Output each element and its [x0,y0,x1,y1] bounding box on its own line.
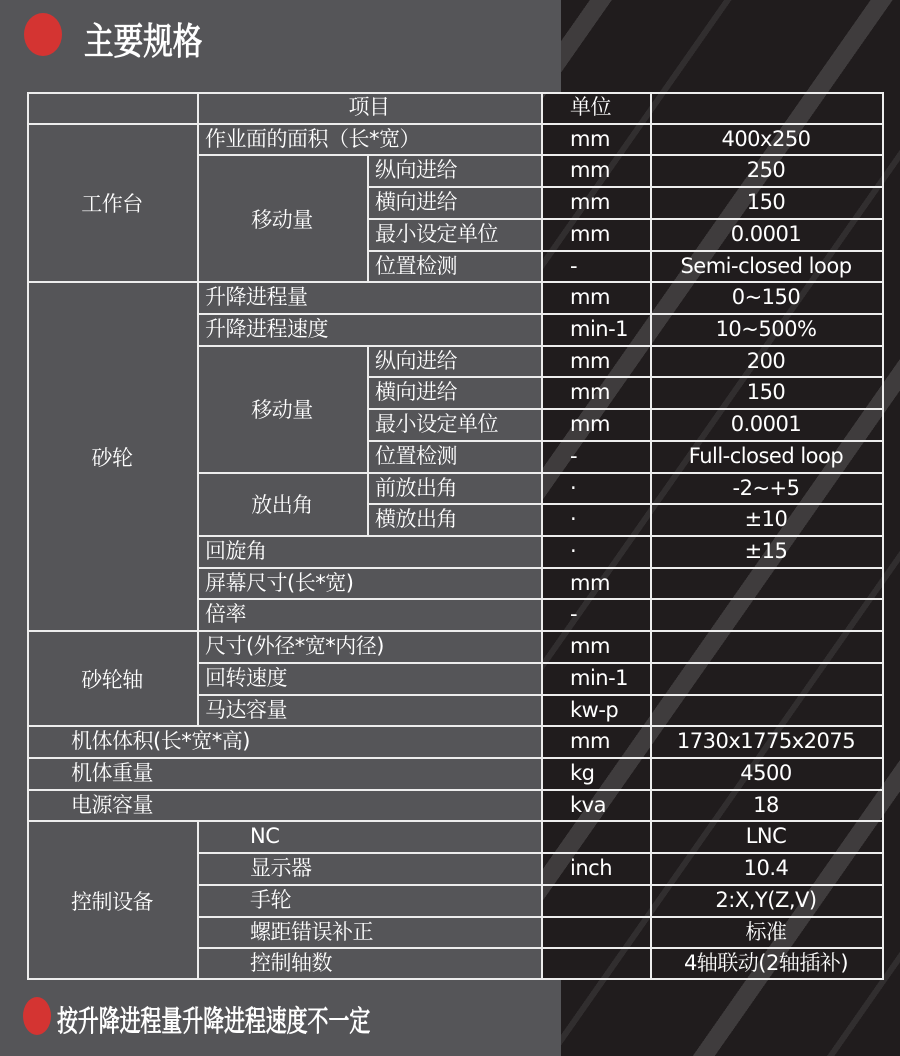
grid-line-v [197,92,199,726]
row-item: 倍率 [205,602,246,627]
row-unit: min-1 [570,317,629,341]
bullet-icon [23,997,51,1035]
group-grinding-wheel: 砂轮 [91,445,133,470]
row-unit: - [570,443,578,468]
row-unit: mm [570,412,610,437]
row-unit: - [570,602,578,627]
grid-line-h [27,123,884,125]
row-item: 机体重量 [71,761,153,785]
row-item: 位置检测 [375,253,457,278]
row-item: 升降进程量 [205,285,308,310]
row-value [652,663,880,695]
row-value [652,631,880,663]
row-unit: mm [570,348,610,373]
grid-line-h [27,281,884,283]
row-value: Full-closed loop [688,443,844,468]
row-value [652,599,880,631]
row-item: 显示器 [250,856,312,881]
row-value: 150 [746,190,786,215]
row-item: 横向进给 [375,380,457,405]
row-value: LNC [745,824,787,849]
row-unit: mm [570,158,610,183]
col-header-unit: 单位 [570,95,611,119]
row-unit: kg [570,761,595,785]
row-item: 横向进给 [375,190,457,215]
row-item: 回转速度 [205,665,287,690]
row-unit: mm [570,190,610,215]
row-value: 200 [746,348,786,373]
row-item: 回旋角 [205,539,267,563]
row-value: 4500 [740,761,792,785]
grid-line-v [367,155,369,282]
grid-line-v [27,92,29,980]
row-unit [570,885,650,917]
row-value: 0~150 [731,285,801,310]
row-unit: - [570,253,578,278]
grid-line-h [27,820,884,822]
row-value: -2~+5 [732,475,800,500]
row-item: 马达容量 [205,697,287,722]
row-value: ±15 [744,539,788,563]
row-value: 10.4 [743,856,789,881]
grid-line-v [541,92,543,980]
row-item: 控制轴数 [250,951,332,976]
row-item: 纵向进给 [375,158,457,183]
row-unit: inch [570,856,612,881]
grid-line-h [367,376,884,378]
background-patch-bottom [541,980,561,1056]
row-value: 0.0001 [730,221,802,246]
grid-line-h [27,92,884,94]
group-wheel-spindle: 砂轮轴 [81,667,143,692]
footnote: 按升降进程量升降进程速度不一定 [57,1004,371,1038]
grid-line-v [650,92,652,980]
row-item: 机体体积(长*宽*高) [71,729,250,754]
row-value: 10~500% [715,317,817,341]
row-unit: · [570,539,577,563]
page-title: 主要规格 [84,20,203,63]
row-item: 升降进程速度 [205,317,328,341]
row-value: Semi-closed loop [680,253,852,278]
row-value: 150 [746,380,786,405]
red-dot-icon [24,13,62,56]
row-item: NC [250,824,280,849]
grid-line-h [367,250,884,252]
grid-line-h [27,757,884,759]
grid-line-h [27,978,884,980]
row-unit: mm [570,126,610,151]
row-item: 纵向进给 [375,348,457,373]
row-value: 1730x1775x2075 [676,729,856,754]
group-control-equipment: 控制设备 [71,889,153,914]
grid-line-h [367,218,884,220]
row-unit: min-1 [570,665,629,690]
grid-line-h [27,789,884,791]
row-value: ±10 [744,507,788,532]
row-item: 尺寸(外径*宽*内径) [205,634,384,659]
grid-line-h [367,503,884,505]
row-unit: mm [570,221,610,246]
row-unit [570,821,650,853]
row-value: 18 [753,792,779,817]
row-unit: kva [570,792,606,817]
row-value: 250 [746,158,786,183]
grid-line-h [367,408,884,410]
row-unit: mm [570,634,610,659]
col-header-item: 项目 [348,95,390,119]
grid-line-h [367,440,884,442]
grid-line-h [27,630,884,632]
row-item: 屏幕尺寸(长*宽) [205,570,354,595]
row-unit: mm [570,380,610,405]
row-item: 前放出角 [375,475,457,500]
grid-line-h [367,186,884,188]
grid-line-v [367,346,369,536]
row-item: 作业面的面积（长*宽） [205,126,420,151]
grid-line-h [27,725,884,727]
row-item: 位置检测 [375,443,457,468]
row-value: 400x250 [721,126,811,151]
row-unit: · [570,507,577,532]
row-item: 螺距错误补正 [250,919,373,944]
row-unit [570,948,650,980]
row-value: 0.0001 [730,412,802,437]
row-value: 2:X,Y(Z,V) [715,887,817,912]
row-value: 4轴联动(2轴插补) [683,951,849,976]
row-item: 电源容量 [71,792,153,817]
grid-line-v [197,821,199,980]
group-worktable: 工作台 [81,191,143,216]
row-value: 标准 [745,919,787,944]
row-unit [570,917,650,949]
grid-line-v [882,92,884,980]
spec-table [27,92,884,980]
span-movement-b: 移动量 [251,398,313,423]
row-item: 最小设定单位 [375,221,498,246]
row-unit: · [570,475,577,500]
row-value [652,568,880,600]
background-patch-top [541,0,561,92]
span-release-angle: 放出角 [251,493,313,518]
row-unit: mm [570,570,610,595]
row-unit: kw-p [570,697,619,722]
row-item: 最小设定单位 [375,412,498,437]
row-item: 横放出角 [375,507,457,532]
row-item: 手轮 [250,887,291,912]
span-movement-a: 移动量 [251,207,313,232]
row-unit: mm [570,729,610,754]
row-value [652,695,880,727]
row-unit: mm [570,285,610,310]
